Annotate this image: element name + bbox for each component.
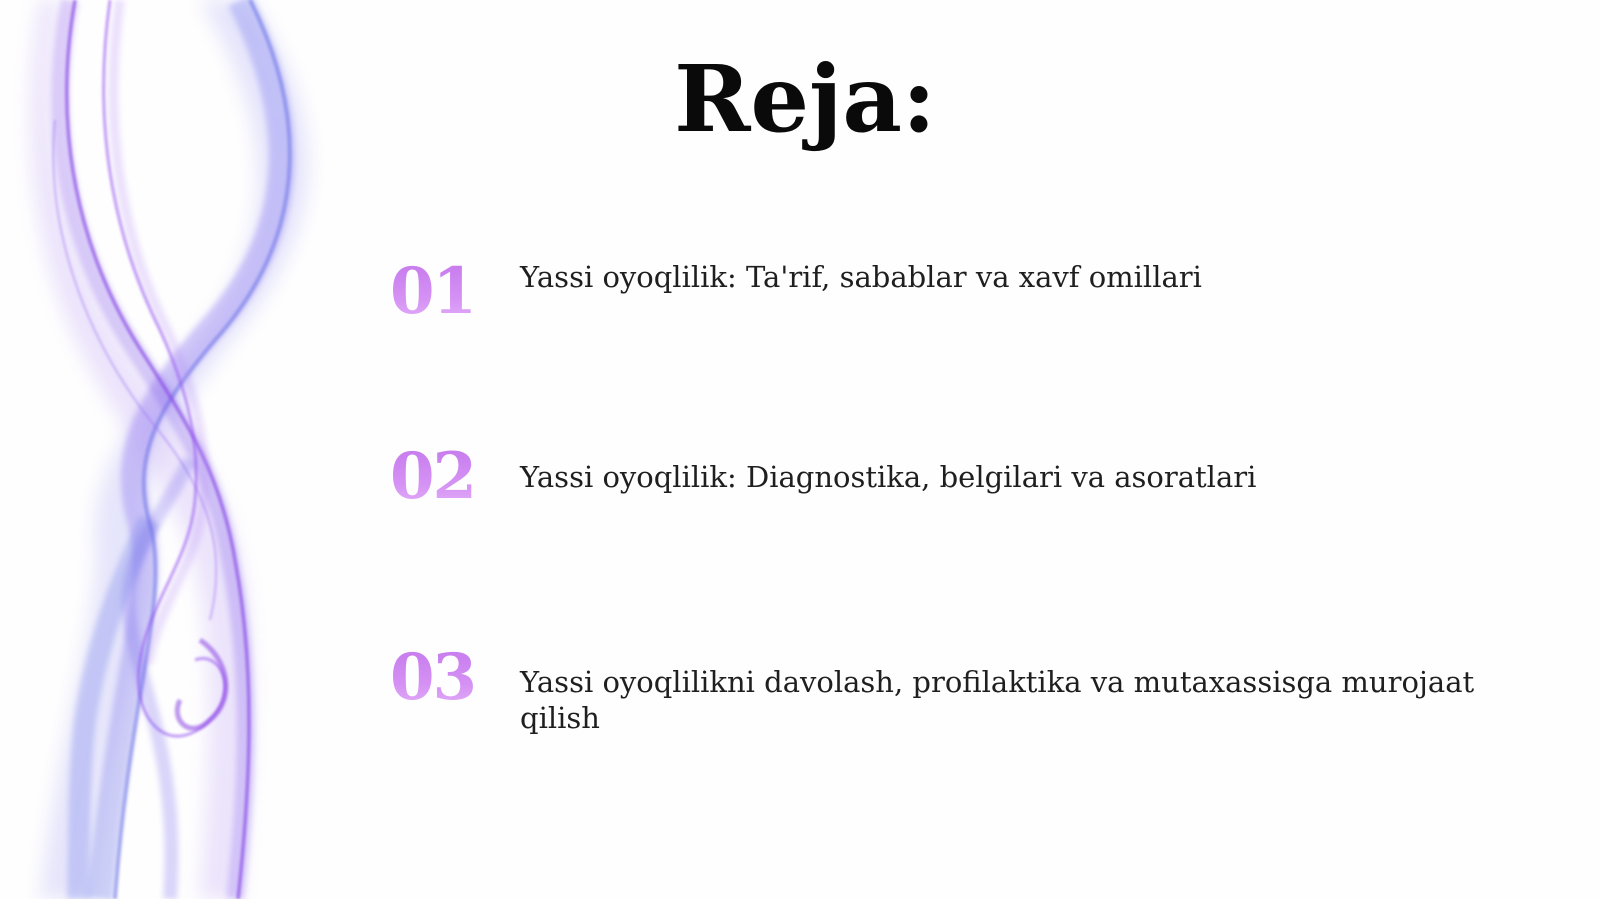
agenda-item-text: Yassi oyoqlilik: Diagnostika, belgilari va asoratlari — [520, 460, 1257, 494]
slide-title: Reja: — [674, 45, 936, 153]
agenda-item-number: 02 — [390, 439, 476, 514]
agenda-item-text: Yassi oyoqlilik: Ta'rif, sabablar va xavf omillari — [520, 260, 1202, 294]
agenda-item-number: 01 — [390, 254, 476, 329]
agenda-item-number: 03 — [390, 640, 476, 715]
agenda-item-text: Yassi oyoqlilikni davolash, profilaktika va mutaxassisga murojaat qilish — [520, 665, 1475, 735]
